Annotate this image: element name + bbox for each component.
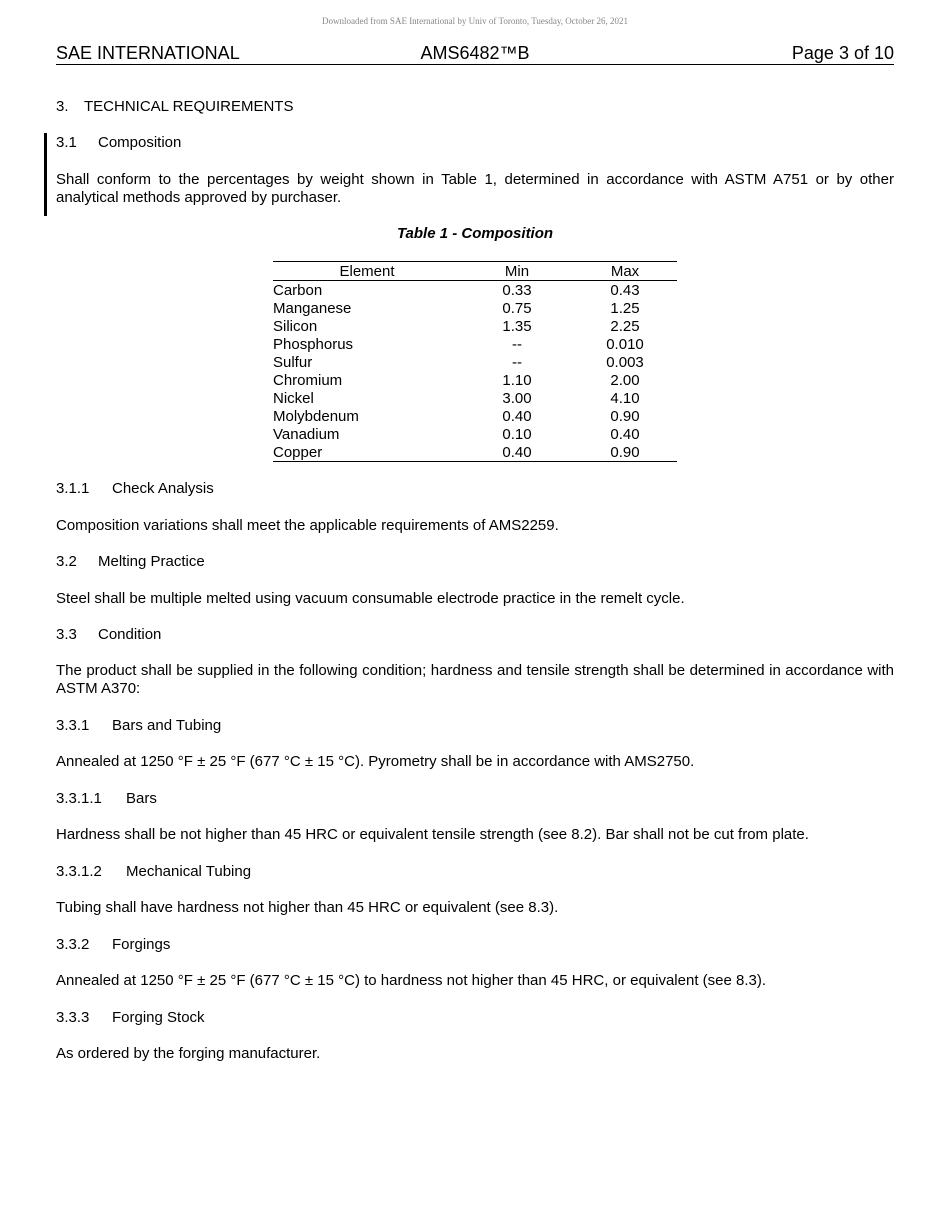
section-text-3-2: Steel shall be multiple melted using vacuum consumable electrode practice in the remelt cycle.: [56, 590, 685, 607]
composition-table: [273, 261, 677, 462]
section-text-3-3-2: Annealed at 1250 °F ± 25 °F (677 °C ± 15 °C) to hardness not higher than 45 HRC, or equivalent (see 8.3).: [56, 972, 767, 989]
section-text-3-3-1-2: Tubing shall have hardness not higher than 45 HRC or equivalent (see 8.3).: [56, 899, 559, 916]
section-text-3-1-1: Composition variations shall meet the applicable requirements of AMS2259.: [56, 517, 559, 534]
table-row: Sulfur -- 0.003: [273, 353, 644, 371]
header-document-id: AMS6482™B: [420, 43, 530, 63]
table-row: Silicon 1.35 2.25: [273, 317, 640, 335]
section-text-3-3-3: As ordered by the forging manufacturer.: [56, 1045, 321, 1062]
section-heading-3-1: 3.1 Composition: [56, 134, 182, 151]
section-text-3-3: The product shall be supplied in the following condition; hardness and tensile strength shall be determined in accordance with ASTM A370:: [56, 662, 894, 697]
table-row: Nickel 3.00 4.10: [273, 389, 640, 407]
section-text-3-3-1-1: Hardness shall be not higher than 45 HRC or equivalent tensile strength (see 8.2). Bar shall not be cut from plate.: [56, 826, 809, 843]
section-heading-3-3-2: 3.3.2 Forgings: [56, 936, 171, 953]
column-header-min: Min: [461, 262, 573, 281]
table-row: Carbon 0.33 0.43: [273, 281, 640, 299]
section-heading-3-2: 3.2 Melting Practice: [56, 553, 205, 570]
change-bar: [44, 133, 47, 216]
table-header-row: [273, 262, 677, 281]
table-row: Copper 0.40 0.90: [273, 443, 640, 461]
section-heading-3-3-1-2: 3.3.1.2 Mechanical Tubing: [56, 863, 252, 880]
section-heading-3-3-1: 3.3.1 Bars and Tubing: [56, 717, 222, 734]
table-caption: Table 1 - Composition: [396, 225, 554, 242]
section-text-3-1: Shall conform to the percentages by weight shown in Table 1, determined in accordance with ASTM A751 or by other analytical methods approved by purchaser.: [56, 171, 894, 206]
section-heading-3-3: 3.3 Condition: [56, 626, 162, 643]
page-header: [56, 43, 894, 65]
table-row: Phosphorus -- 0.010: [273, 335, 644, 353]
column-header-max: Max: [573, 262, 677, 281]
table-row: Manganese 0.75 1.25: [273, 299, 640, 317]
download-watermark: Downloaded from SAE International by Univ of Toronto, Tuesday, October 26, 2021: [321, 16, 629, 26]
table-row: Molybdenum 0.40 0.90: [273, 407, 640, 425]
table-row: Vanadium 0.10 0.40: [273, 425, 640, 443]
section-heading-3-3-1-1: 3.3.1.1 Bars: [56, 790, 157, 807]
header-page-number: Page 3 of 10: [791, 43, 894, 63]
section-text-3-3-1: Annealed at 1250 °F ± 25 °F (677 °C ± 15 °C). Pyrometry shall be in accordance with AMS2750.: [56, 753, 695, 770]
table-row: Chromium 1.10 2.00: [273, 371, 640, 389]
header-organization: SAE INTERNATIONAL: [56, 43, 240, 63]
section-heading-3: 3. TECHNICAL REQUIREMENTS: [56, 98, 294, 115]
column-header-element: Element: [273, 262, 461, 281]
section-heading-3-3-3: 3.3.3 Forging Stock: [56, 1009, 205, 1026]
section-heading-3-1-1: 3.1.1 Check Analysis: [56, 480, 214, 497]
